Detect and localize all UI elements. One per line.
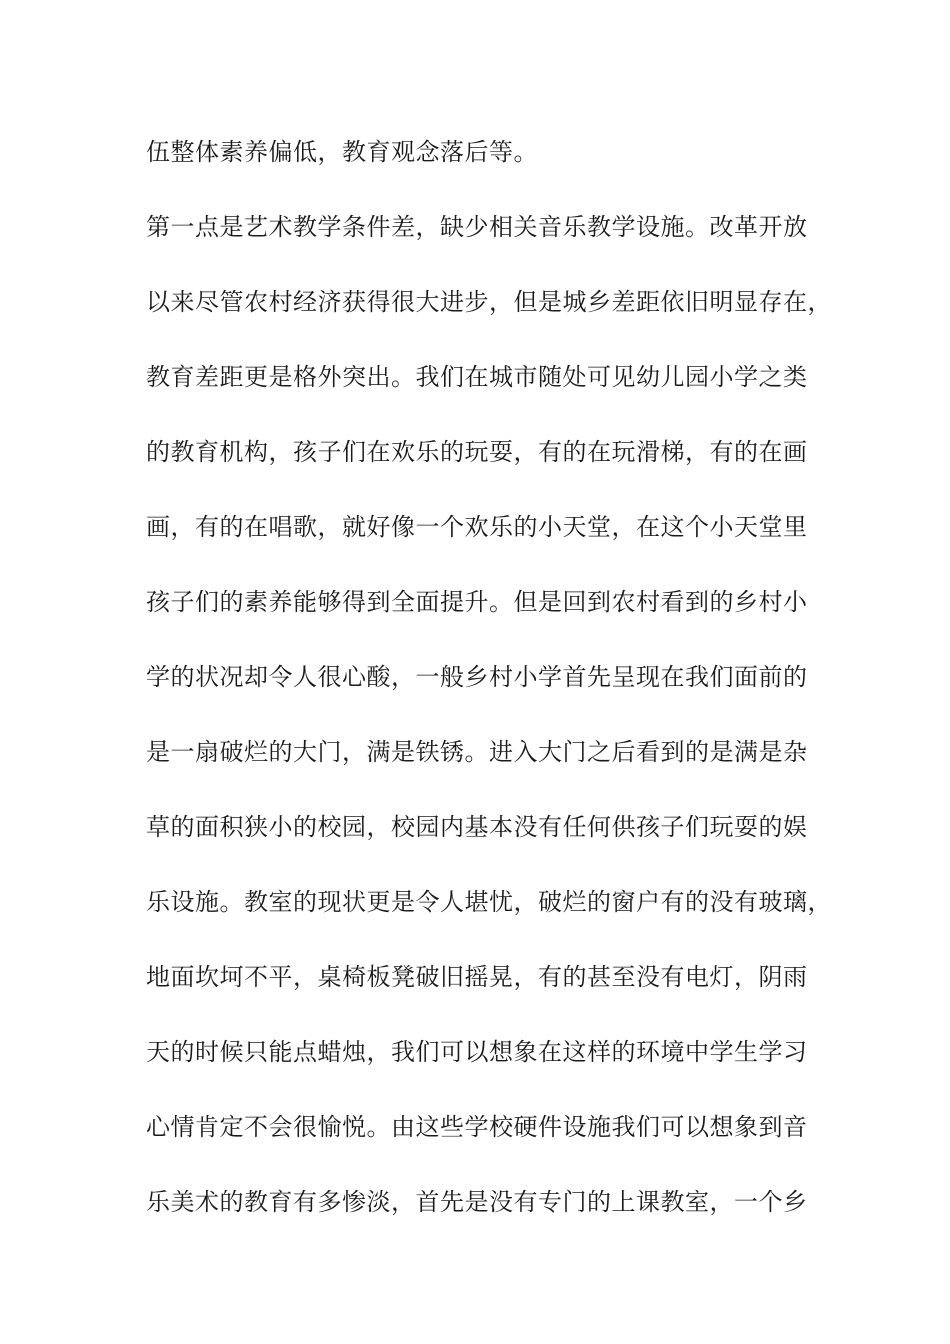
text-line: 教育差距更是格外突出。我们在城市随处可见幼儿园小学之类: [146, 363, 808, 391]
text-line: 乐美术的教育有多惨淡，首先是没有专门的上课教室，一个乡: [146, 1188, 808, 1216]
body-text: [146, 134, 836, 1259]
text-line: 孩子们的素养能够得到全面提升。但是回到农村看到的乡村小: [146, 588, 808, 616]
text-line: 以来尽管农村经济获得很大进步，但是城乡差距依旧明显存在，: [146, 288, 832, 316]
text-line: 天的时候只能点蜡烛，我们可以想象在这样的环境中学生学习: [146, 1038, 808, 1066]
text-line: 画，有的在唱歌，就好像一个欢乐的小天堂，在这个小天堂里: [146, 513, 808, 541]
text-line: 第一点是艺术教学条件差，缺少相关音乐教学设施。改革开放: [146, 213, 808, 241]
text-line: 是一扇破烂的大门，满是铁锈。进入大门之后看到的是满是杂: [146, 738, 808, 766]
text-line: 心情肯定不会很愉悦。由这些学校硬件设施我们可以想象到音: [146, 1113, 808, 1141]
text-line: 地面坎坷不平，桌椅板凳破旧摇晃，有的甚至没有电灯，阴雨: [146, 963, 808, 991]
text-line: 草的面积狭小的校园，校园内基本没有任何供孩子们玩耍的娱: [146, 813, 808, 841]
text-line: 乐设施。教室的现状更是令人堪忧，破烂的窗户有的没有玻璃，: [146, 888, 832, 916]
text-line: 学的状况却令人很心酸，一般乡村小学首先呈现在我们面前的: [146, 663, 808, 691]
text-line: 的教育机构，孩子们在欢乐的玩耍，有的在玩滑梯，有的在画: [146, 438, 808, 466]
text-line: 伍整体素养偏低，教育观念落后等。: [146, 138, 538, 166]
